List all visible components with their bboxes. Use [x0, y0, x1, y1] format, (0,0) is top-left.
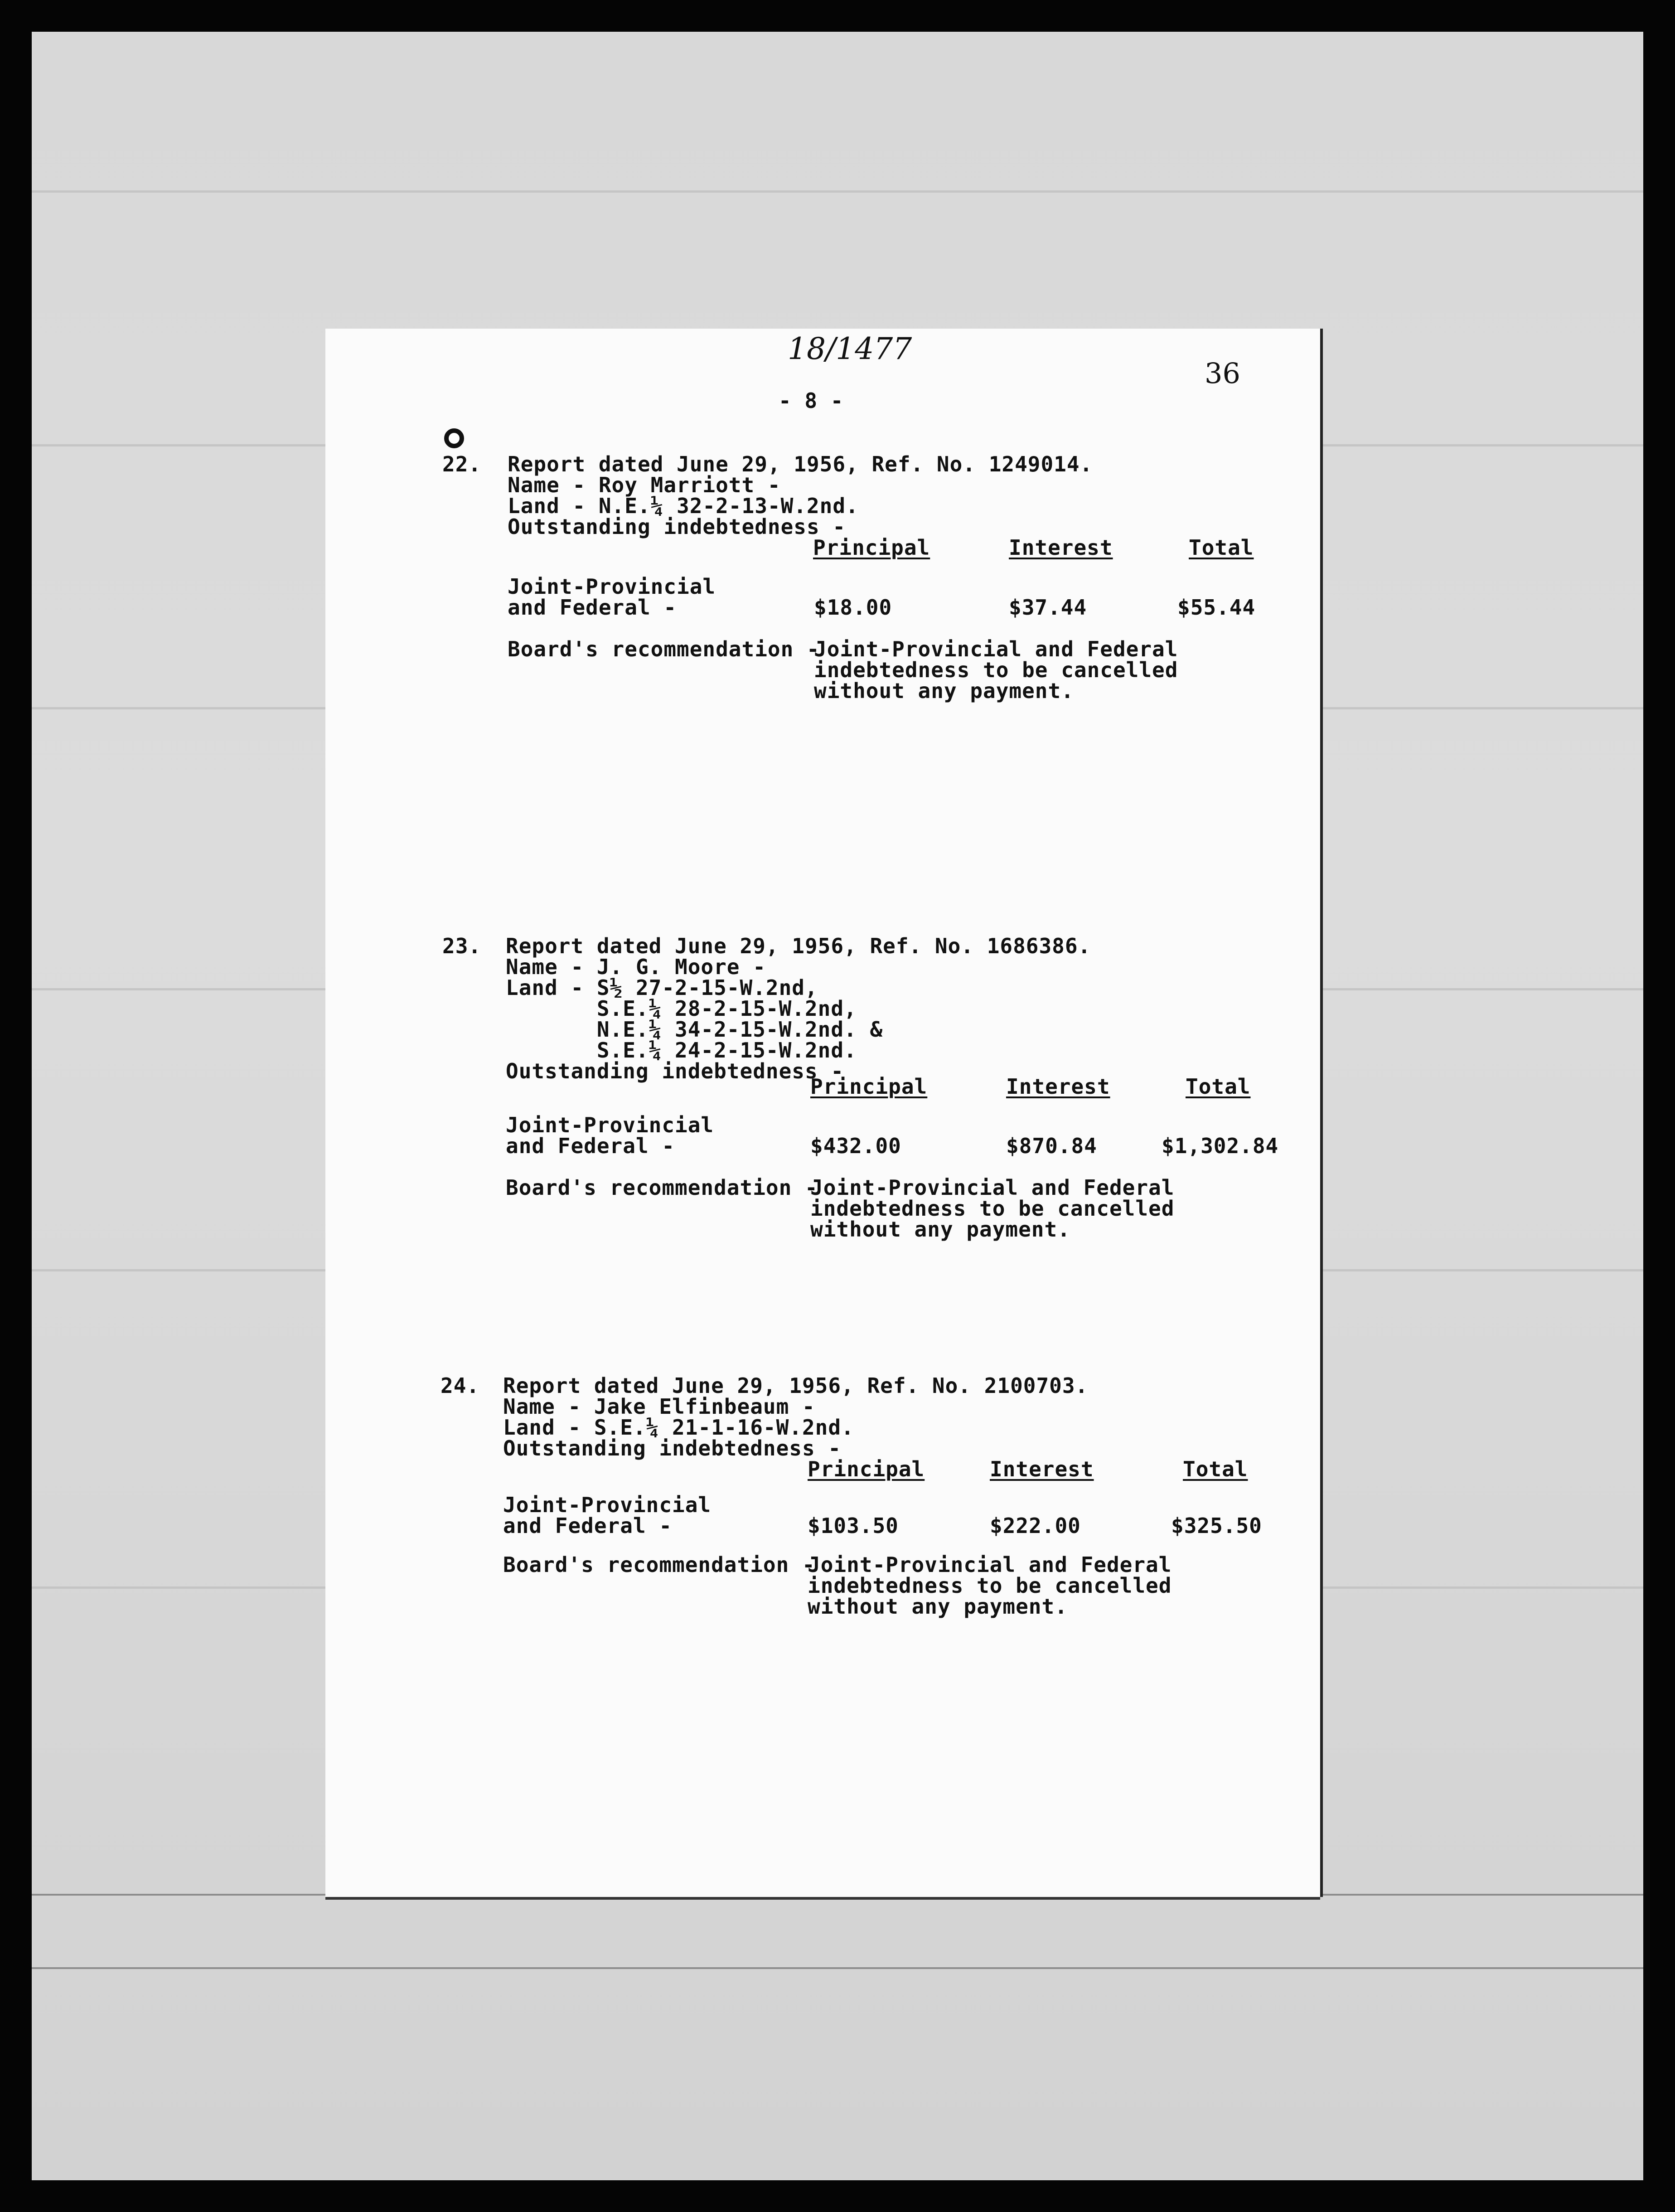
principal-amount: $103.50: [808, 1513, 899, 1538]
interest-amount: $870.84: [1006, 1134, 1097, 1158]
recommendation-text: Joint-Provincial and Federal: [810, 1175, 1175, 1200]
land-line: N.E.¼ 34-2-15-W.2nd. &: [506, 1017, 883, 1042]
bottom-divider: [32, 1967, 1643, 1969]
principal-amount: $18.00: [814, 595, 892, 620]
recommendation-text: indebtedness to be cancelled: [814, 658, 1178, 682]
column-header-interest: Interest: [990, 1457, 1094, 1481]
row-label: Joint-Provincial: [508, 574, 716, 599]
land-line: Land - S.E.¼ 21-1-16-W.2nd.: [503, 1415, 854, 1440]
report-line: Report dated June 29, 1956, Ref. No. 1686386.: [506, 934, 1091, 958]
recommendation-text: without any payment.: [814, 679, 1074, 703]
total-amount: $325.50: [1171, 1513, 1262, 1538]
column-header-interest: Interest: [1009, 535, 1113, 560]
handwritten-reference: 18/1477: [788, 331, 912, 366]
recommendation-text: without any payment.: [810, 1217, 1070, 1242]
page-label: - 8 -: [779, 388, 844, 413]
page-number-stamp: 36: [1205, 357, 1240, 390]
recommendation-text: without any payment.: [808, 1594, 1068, 1619]
land-line: S.E.¼ 24-2-15-W.2nd.: [506, 1038, 857, 1062]
recommendation-label: Board's recommendation -: [508, 637, 820, 661]
recommendation-text: Joint-Provincial and Federal: [808, 1552, 1172, 1577]
row-label: and Federal -: [503, 1513, 673, 1538]
name-line: Name - Roy Marriott -: [508, 473, 781, 497]
recommendation-label: Board's recommendation -: [506, 1175, 818, 1200]
column-header-interest: Interest: [1006, 1074, 1110, 1099]
land-line: S.E.¼ 28-2-15-W.2nd,: [506, 996, 857, 1021]
column-header-principal: Principal: [813, 535, 930, 560]
land-line: Land - S½ 27-2-15-W.2nd,: [506, 975, 818, 1000]
name-line: Name - J. G. Moore -: [506, 955, 766, 979]
name-line: Name - Jake Elfinbeaum -: [503, 1394, 815, 1419]
entry-number: 22.: [442, 452, 482, 476]
column-header-total: Total: [1189, 535, 1254, 560]
recommendation-label: Board's recommendation -: [503, 1552, 815, 1577]
report-line: Report dated June 29, 1956, Ref. No. 1249014.: [508, 452, 1093, 476]
report-line: Report dated June 29, 1956, Ref. No. 2100703.: [503, 1373, 1089, 1398]
interest-amount: $222.00: [990, 1513, 1081, 1538]
column-header-total: Total: [1183, 1457, 1248, 1481]
recommendation-text: Joint-Provincial and Federal: [814, 637, 1178, 661]
row-label: and Federal -: [506, 1134, 675, 1158]
indebtedness-line: Outstanding indebtedness -: [508, 514, 846, 539]
row-label: Joint-Provincial: [503, 1493, 712, 1517]
land-line: Land - N.E.¼ 32-2-13-W.2nd.: [508, 494, 859, 518]
scan-streak: [32, 190, 1643, 193]
principal-amount: $432.00: [810, 1134, 901, 1158]
total-amount: $1,302.84: [1162, 1134, 1279, 1158]
column-header-principal: Principal: [808, 1457, 925, 1481]
document-page: [325, 329, 1320, 1897]
recommendation-text: indebtedness to be cancelled: [810, 1196, 1175, 1221]
entry-number: 24.: [441, 1373, 480, 1398]
entry-number: 23.: [442, 934, 482, 958]
indebtedness-line: Outstanding indebtedness -: [506, 1059, 844, 1083]
row-label: and Federal -: [508, 595, 677, 620]
row-label: Joint-Provincial: [506, 1113, 714, 1137]
punch-hole: [444, 428, 464, 448]
column-header-total: Total: [1186, 1074, 1251, 1099]
recommendation-text: indebtedness to be cancelled: [808, 1573, 1172, 1598]
interest-amount: $37.44: [1009, 595, 1087, 620]
total-amount: $55.44: [1177, 595, 1256, 620]
column-header-principal: Principal: [810, 1074, 928, 1099]
indebtedness-line: Outstanding indebtedness -: [503, 1436, 842, 1460]
